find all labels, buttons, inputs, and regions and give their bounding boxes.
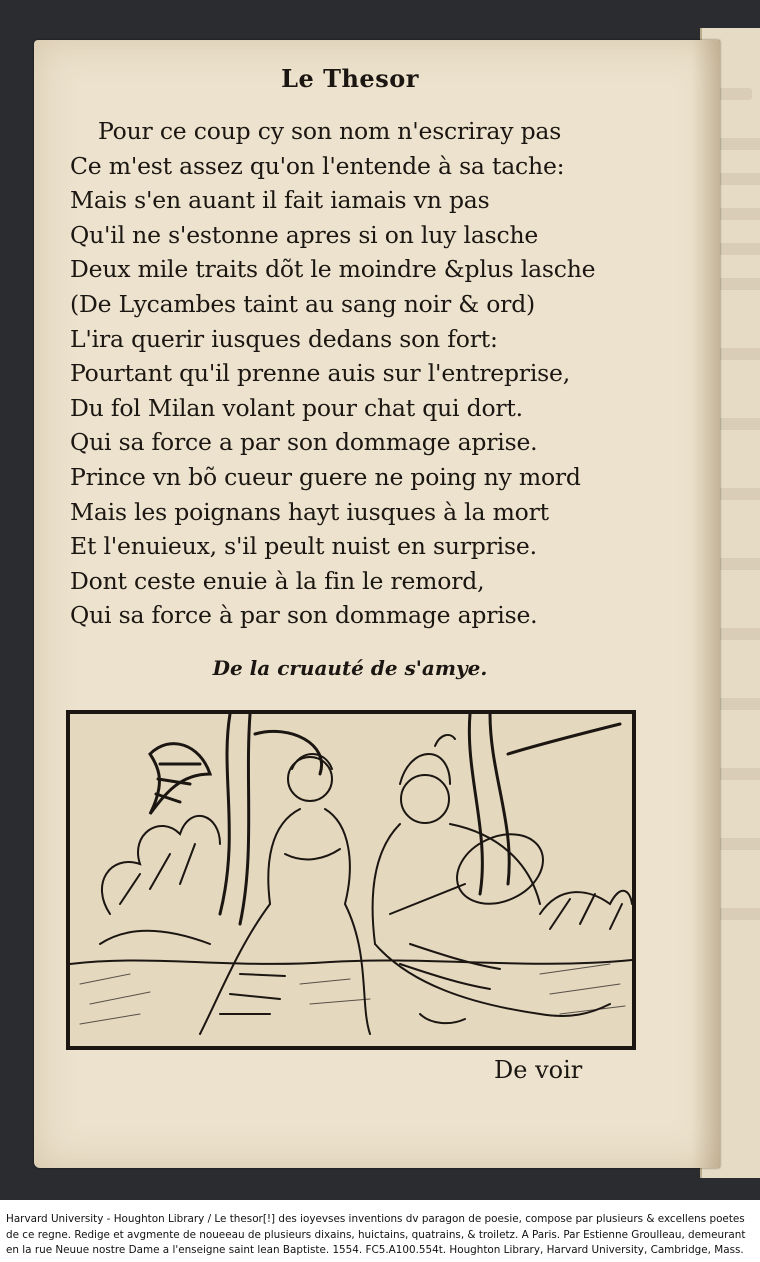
poem-line: Deux mile traits dõt le moindre &plus lasche <box>70 255 596 284</box>
poem-line: Pour ce coup cy son nom n'escriray pas <box>98 117 562 145</box>
poem-line: Mais les poignans hayt iusques à la mort <box>70 497 549 526</box>
poem-line: Qui sa force a par son dommage aprise. <box>70 428 538 457</box>
bush-left <box>100 816 220 944</box>
poem-line: Ce m'est assez qu'on l'entende à sa tache: <box>70 151 565 180</box>
poem-line: Pourtant qu'il prenne auis sur l'entreprise, <box>70 359 570 388</box>
image-credit-caption: Harvard University - Houghton Library / Le thesor[!] des ioyevses inventions dv paragon de poesie, compose par plusieurs & excellens poetes de ce regne. Redige et avgmente de noueeau de plusieurs dixains, huictains, quatrains, & troiletz. A Paris. Par Estienne Groulleau, demeurant en la rue Neuue nostre Dame a l'enseigne saint lean Baptiste. 1554. FC5.A100.554t. Houghton Library, Harvard University, Cambridge, Mass. <box>0 1200 760 1262</box>
poem-line: Prince vn bõ cueur guere ne poing ny mord <box>70 462 581 491</box>
poem-line: Qui sa force à par son dommage aprise. <box>70 601 538 630</box>
poem-line: Mais s'en auant il fait iamais vn pas <box>70 186 490 215</box>
poem-line: Qu'il ne s'estonne apres si on luy lasche <box>70 220 539 249</box>
figure-lute-player <box>373 735 610 1023</box>
poem-line: (De Lycambes taint au sang noir & ord) <box>70 289 536 318</box>
running-head: Le Thesor <box>281 64 419 93</box>
poem-line: L'ira querir iusques dedans son fort: <box>70 324 498 353</box>
poem-line: Du fol Milan volant pour chat qui dort. <box>70 393 523 422</box>
section-title: De la cruauté de s'amye. <box>212 656 488 680</box>
catchword: De voir <box>494 1056 583 1084</box>
poem <box>70 114 670 633</box>
tree <box>150 714 620 924</box>
bush-right <box>540 891 632 929</box>
poem-line: Et l'enuieux, s'il peult nuist en surprise. <box>70 532 537 561</box>
woodcut-illustration <box>66 710 636 1050</box>
poem-line: Dont ceste enuie à la fin le remord, <box>70 566 485 595</box>
